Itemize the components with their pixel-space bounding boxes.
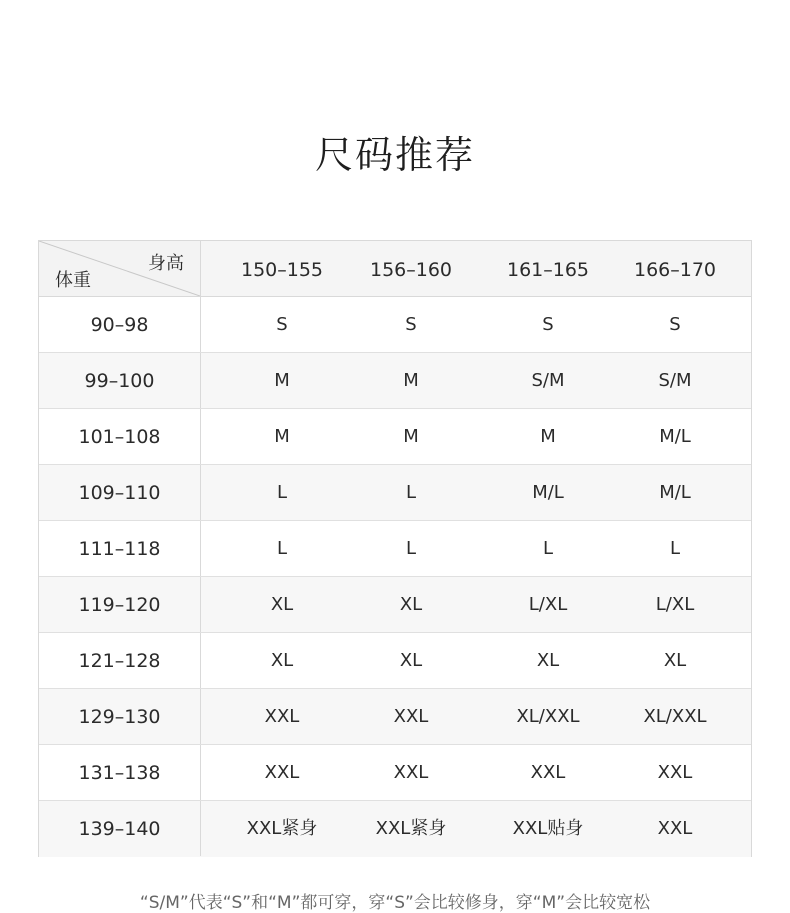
size-cell: L — [405, 538, 417, 559]
height-column-header: 161–165 — [506, 259, 590, 281]
weight-cell: 99–100 — [39, 353, 201, 408]
size-cell: XL/XXL — [643, 706, 707, 727]
size-cell: XL/XXL — [516, 706, 580, 727]
footnote: “S/M”代表“S”和“M”都可穿，穿“S”会比较修身，穿“M”会比较宽松 — [139, 893, 651, 913]
weight-axis-label: 体重 — [55, 270, 91, 291]
weight-cell: 90–98 — [39, 297, 201, 352]
size-cell: XXL — [264, 762, 300, 783]
height-column-header: 156–160 — [369, 259, 453, 281]
size-cell: M — [274, 426, 290, 447]
weight-cell: 101–108 — [39, 409, 201, 464]
table-row — [39, 297, 751, 353]
size-cell: M/L — [659, 482, 691, 503]
weight-cell: 131–138 — [39, 745, 201, 800]
size-cell: S/M — [658, 370, 692, 391]
weight-cell: 109–110 — [39, 465, 201, 520]
size-cell: S/M — [531, 370, 565, 391]
size-cell: M — [274, 370, 290, 391]
table-row — [39, 745, 751, 801]
corner-header-cell — [39, 241, 201, 296]
size-cell: S — [276, 314, 288, 335]
size-cell: XXL紧身 — [375, 818, 447, 839]
size-cell: XXL紧身 — [246, 818, 318, 839]
size-cell: S — [405, 314, 417, 335]
height-column-header: 166–170 — [633, 259, 717, 281]
table-row — [39, 521, 751, 577]
size-cell: XXL — [264, 706, 300, 727]
table-row — [39, 577, 751, 633]
table-row — [39, 689, 751, 745]
size-cell: M/L — [532, 482, 564, 503]
size-cell: XXL — [393, 762, 429, 783]
size-cell: M — [540, 426, 556, 447]
table-header-row — [39, 241, 751, 297]
size-cell: L/XL — [655, 594, 695, 615]
height-column-header: 150–155 — [240, 259, 324, 281]
size-cell: M — [403, 370, 419, 391]
size-cell: L — [276, 538, 288, 559]
table-row — [39, 801, 751, 857]
table-row — [39, 353, 751, 409]
size-cell: L — [276, 482, 288, 503]
size-cell: S — [669, 314, 681, 335]
size-cell: XXL贴身 — [512, 818, 584, 839]
page-title: 尺码推荐 — [314, 133, 475, 177]
size-chart-table — [38, 240, 752, 857]
table-row — [39, 633, 751, 689]
size-cell: XL — [536, 650, 560, 671]
size-cell: XXL — [657, 762, 693, 783]
size-cell: XXL — [393, 706, 429, 727]
size-cell: XL — [270, 594, 294, 615]
size-cell: M/L — [659, 426, 691, 447]
size-cell: S — [542, 314, 554, 335]
weight-cell: 119–120 — [39, 577, 201, 632]
size-cell: XL — [270, 650, 294, 671]
table-row — [39, 465, 751, 521]
size-cell: M — [403, 426, 419, 447]
weight-cell: 139–140 — [39, 801, 201, 856]
size-cell: L — [669, 538, 681, 559]
size-cell: L/XL — [528, 594, 568, 615]
weight-cell: 121–128 — [39, 633, 201, 688]
size-cell: XL — [399, 650, 423, 671]
weight-cell: 111–118 — [39, 521, 201, 576]
size-cell: XXL — [530, 762, 566, 783]
weight-cell: 129–130 — [39, 689, 201, 744]
height-axis-label: 身高 — [148, 253, 184, 274]
size-cell: L — [542, 538, 554, 559]
size-cell: XL — [663, 650, 687, 671]
size-cell: XXL — [657, 818, 693, 839]
size-cell: XL — [399, 594, 423, 615]
size-cell: L — [405, 482, 417, 503]
table-row — [39, 409, 751, 465]
